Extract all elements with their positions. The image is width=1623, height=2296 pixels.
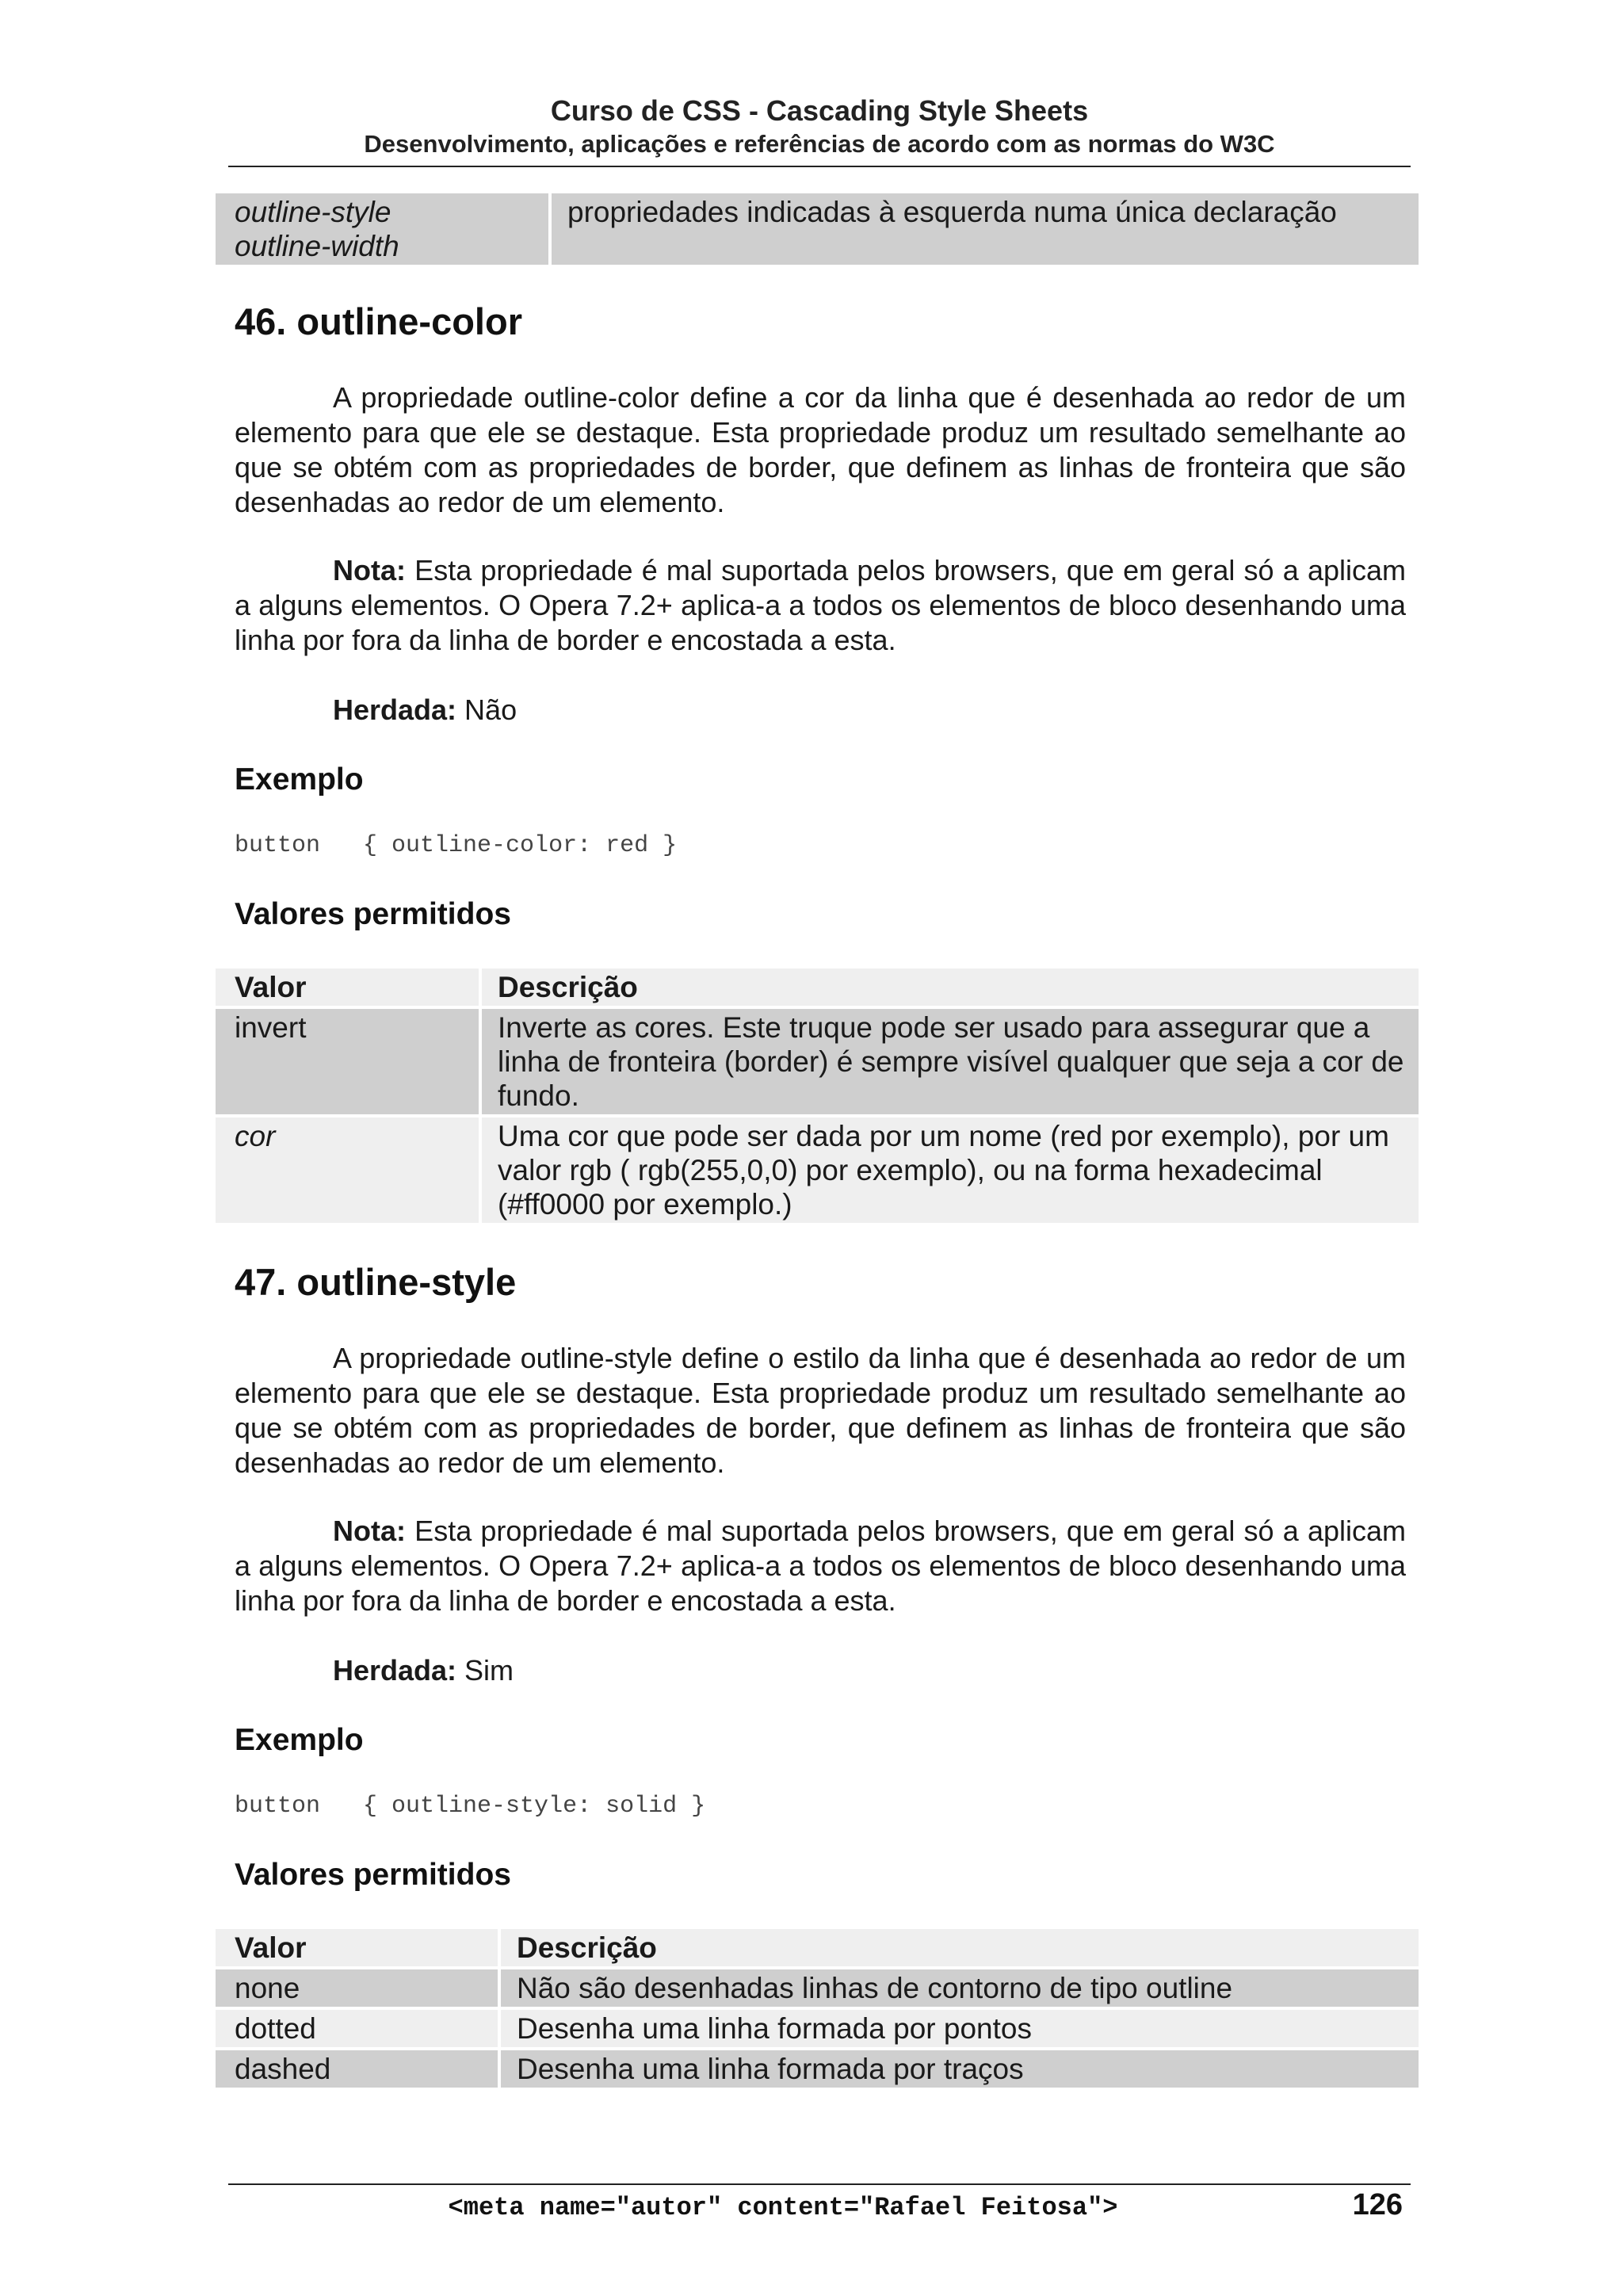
note-label: Nota: [333,554,406,586]
inherited-label: Herdada: [333,1654,457,1687]
table-cell-value: dotted [216,2010,498,2047]
table-row [216,2050,1419,2088]
col-header-value: Valor [216,1929,498,1966]
section-heading: 47. outline-style [235,1261,517,1303]
table-cell-value: cor [216,1117,479,1223]
page-number: 126 [1352,2188,1403,2222]
note-label: Nota: [333,1515,406,1547]
table-cell-value: invert [216,1009,479,1114]
table-row [216,1969,1419,2007]
header-title: Curso de CSS - Cascading Style Sheets [550,94,1089,127]
continuation-table [216,193,1419,268]
note-text: Esta propriedade é mal suportada pelos browsers, que em geral só a aplicam a alguns elementos. O Opera 7.2+ aplica-a a todos os elementos de bloco desenhando uma linha por fora da linha de border e encostada a esta. [235,1515,1406,1617]
paragraph [235,380,1406,520]
table-cell-value: dashed [216,2050,498,2088]
note-paragraph [235,553,1406,658]
inherited-value: Não [456,693,517,726]
values-heading: Valores permitidos [235,897,511,931]
table-header-row [216,968,1419,1006]
example-heading: Exemplo [235,1723,364,1757]
cell-line: outline-style [235,196,391,228]
table-cell-desc: Não são desenhadas linhas de contorno de tipo outline [501,1969,1419,2007]
table-row [216,1117,1419,1223]
inherited-line [235,693,1406,728]
note-text: Esta propriedade é mal suportada pelos browsers, que em geral só a aplicam a alguns elementos. O Opera 7.2+ aplica-a a todos os elementos de bloco desenhando uma linha por fora da linha de border e encostada a esta. [235,554,1406,656]
code-example: button { outline-style: solid } [235,1793,706,1820]
inherited-value: Sim [456,1654,514,1687]
table-cell-desc: propriedades indicadas à esquerda numa única declaração [552,193,1419,265]
table-cell-value [216,193,548,265]
col-header-desc: Descrição [482,968,1419,1006]
table-cell-desc: Desenha uma linha formada por traços [501,2050,1419,2088]
code-example: button { outline-color: red } [235,832,678,859]
table-header-row [216,1929,1419,1966]
footer-rule [228,2183,1411,2185]
section-heading: 46. outline-color [235,300,522,342]
footer-meta: <meta name="autor" content="Rafael Feitosa"> [448,2193,1118,2222]
example-heading: Exemplo [235,762,364,797]
values-heading: Valores permitidos [235,1858,511,1892]
table-cell-desc: Uma cor que pode ser dada por um nome (red por exemplo), por um valor rgb ( rgb(255,0,0) por exemplo), ou na forma hexadecimal (#ff0000 por exemplo.) [482,1117,1419,1223]
paragraph-text: A propriedade outline-color define a cor da linha que é desenhada ao redor de um elemento para que ele se destaque. Esta propriedade produz um resultado semelhante ao que se obtém com as propriedades de border, que definem as linhas de fronteira que são desenhadas ao redor de um elemento. [235,381,1406,518]
table-row [216,193,1419,265]
note-paragraph [235,1514,1406,1618]
page-header [228,94,1411,160]
cell-line: outline-width [235,230,399,262]
values-table [216,1929,1419,2091]
values-table [216,968,1419,1226]
table-row [216,1009,1419,1114]
inherited-label: Herdada: [333,693,457,726]
col-header-value: Valor [216,968,479,1006]
col-header-desc: Descrição [501,1929,1419,1966]
header-subtitle: Desenvolvimento, aplicações e referências de acordo com as normas do W3C [364,130,1275,158]
paragraph [235,1341,1406,1480]
table-cell-desc: Desenha uma linha formada por pontos [501,2010,1419,2047]
header-rule [228,166,1411,167]
table-cell-desc: Inverte as cores. Este truque pode ser usado para assegurar que a linha de fronteira (border) é sempre visível qualquer que seja a cor de fundo. [482,1009,1419,1114]
table-cell-value: none [216,1969,498,2007]
table-row [216,2010,1419,2047]
inherited-line [235,1653,1406,1688]
paragraph-text: A propriedade outline-style define o estilo da linha que é desenhada ao redor de um elemento para que ele se destaque. Esta propriedade produz um resultado semelhante ao que se obtém com as propriedades de border, que definem as linhas de fronteira que são desenhadas ao redor de um elemento. [235,1342,1406,1479]
